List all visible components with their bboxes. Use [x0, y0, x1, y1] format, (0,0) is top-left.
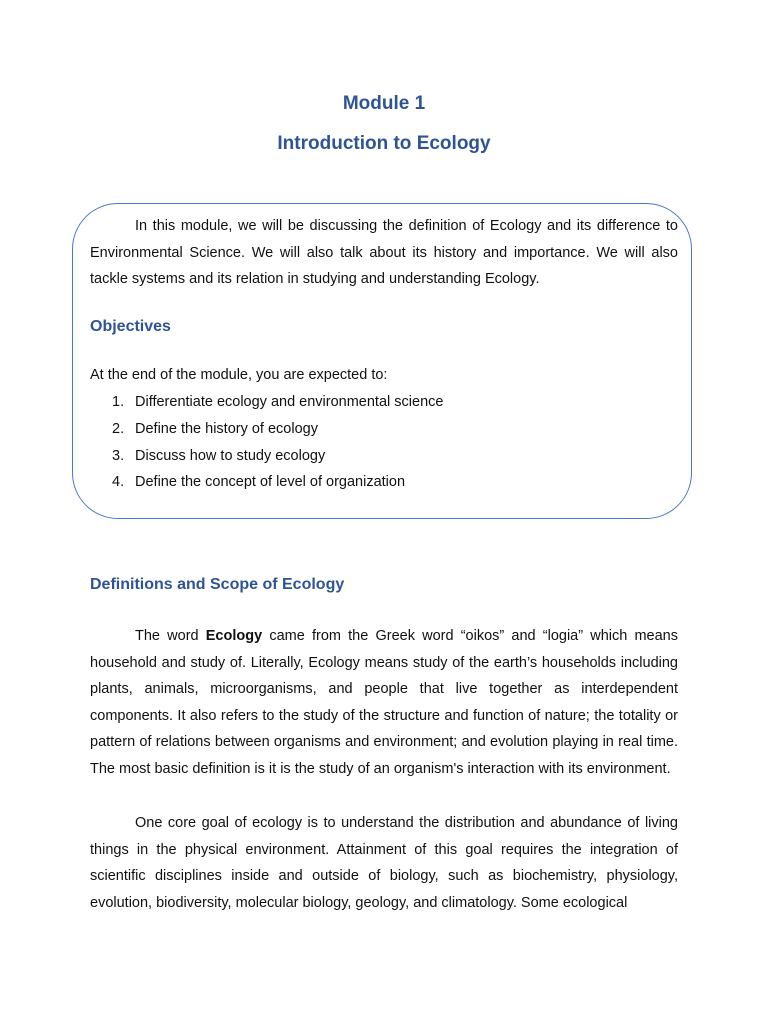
module-title: Introduction to Ecology [277, 133, 491, 154]
list-item: 1. Differentiate ecology and environmental science [112, 394, 444, 410]
list-item: 2. Define the history of ecology [112, 420, 318, 437]
module-label: Module 1 [342, 93, 426, 114]
intro-paragraph: In this module, we will be discussing the definition of Ecology and its difference to Environmental Science. We will also talk about its history and importance. We will also tackle systems and its relation in studying and understanding Ecology. [90, 218, 678, 288]
section-paragraph-2: One core goal of ecology is to understand the distribution and abundance of living things in the physical environment. Attainment of this goal requires the integration of scientific disciplines inside and outside of biology, such as biochemistry, physiology, evolution, biodiversity, molecular biology, geology, and climatology. Some ecological [90, 815, 678, 911]
list-item: 4. Define the concept of level of organization [112, 474, 406, 491]
list-item: 3. Discuss how to study ecology [112, 447, 326, 464]
objectives-list [90, 389, 443, 496]
section-heading: Definitions and Scope of Ecology [90, 576, 345, 593]
objectives-heading: Objectives [90, 318, 171, 335]
objectives-lead: At the end of the module, you are expected to: [90, 367, 388, 383]
section-paragraph-1: The word Ecology came from the Greek word “oikos” and “logia” which means household and study of. Literally, Ecology means study of the earth’s households including plants, animals, microorganisms, and people that live together as interdependent components. It also refers to the study of the structure and function of nature; the totality or pattern of relations between organisms and environment; and evolution playing in real time. The most basic definition is it is the study of an organism's interaction with its environment. [90, 628, 678, 777]
ecology-term: Ecology [205, 628, 263, 644]
